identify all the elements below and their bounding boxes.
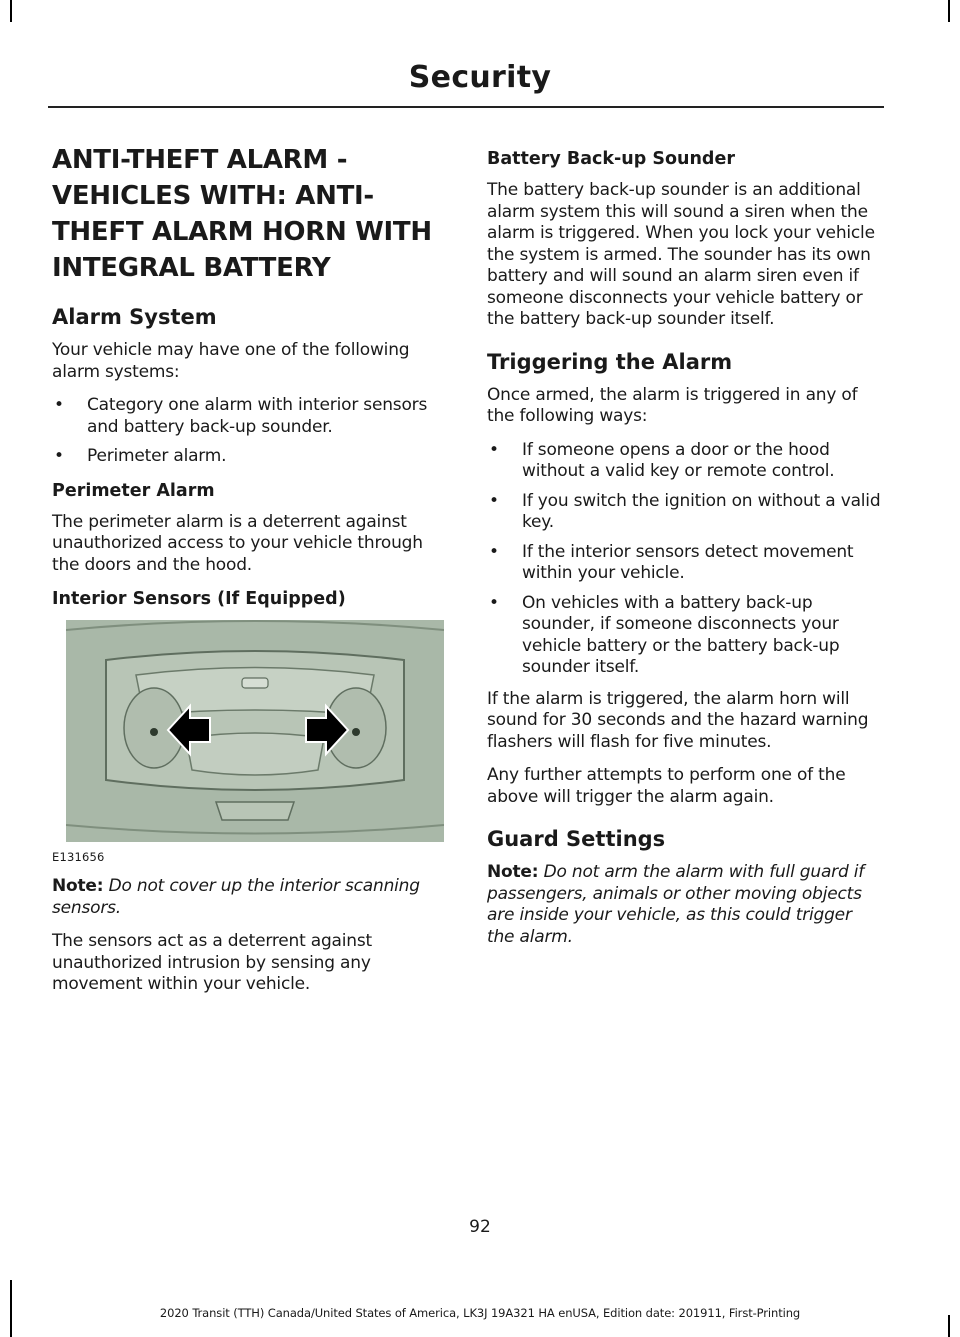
figure-id: E131656 bbox=[52, 850, 105, 864]
arrow-left-icon bbox=[166, 702, 212, 758]
list-item: • Perimeter alarm. bbox=[52, 446, 448, 468]
triggering-alarm-intro: Once armed, the alarm is triggered in any of the following ways: bbox=[487, 384, 858, 426]
perimeter-alarm-text: The perimeter alarm is a deterrent against unauthorized access to your vehicle through the doors and the hood. bbox=[52, 511, 423, 575]
footer-edition-text: 2020 Transit (TTH) Canada/United States of America, LK3J 19A321 HA enUSA, Edition date: 201911, First-Printing bbox=[159, 1306, 801, 1320]
note-label: Note: bbox=[487, 862, 539, 882]
battery-sounder-text: The battery back-up sounder is an additional alarm system this will sound a siren when the alarm is triggered. When you lock your vehicle the system is armed. The sounder has its own battery and will sound an alarm siren even if someone disconnects your vehicle battery or the battery back-up sounder itself. bbox=[487, 180, 875, 329]
page-number: 92 bbox=[469, 1217, 491, 1237]
overhead-console-illustration bbox=[66, 620, 444, 842]
guard-settings-heading: Guard Settings bbox=[487, 827, 666, 851]
alarm-system-list bbox=[52, 395, 448, 468]
battery-sounder-heading: Battery Back-up Sounder bbox=[487, 149, 735, 169]
note-label: Note: bbox=[52, 876, 104, 896]
triggering-alarm-list bbox=[487, 440, 883, 679]
guard-settings-note bbox=[487, 862, 883, 948]
list-item: • Category one alarm with interior sensors and battery back-up sounder. bbox=[52, 395, 448, 438]
alarm-system-intro: Your vehicle may have one of the following alarm systems: bbox=[52, 340, 410, 382]
interior-sensors-figure bbox=[66, 620, 444, 842]
crop-mark-top-right bbox=[948, 0, 950, 22]
left-column bbox=[52, 142, 448, 1008]
triggering-alarm-repeat: Any further attempts to perform one of the above will trigger the alarm again. bbox=[487, 765, 846, 807]
interior-sensors-text: The sensors act as a deterrent against unauthorized intrusion by sensing any movement within your vehicle. bbox=[52, 931, 372, 994]
list-item: • If you switch the ignition on without a valid key. bbox=[487, 491, 883, 534]
right-column bbox=[487, 142, 883, 960]
alarm-system-heading: Alarm System bbox=[52, 305, 217, 329]
crop-mark-top-left bbox=[10, 0, 12, 22]
list-item: • If someone opens a door or the hood without a valid key or remote control. bbox=[487, 440, 883, 483]
triggering-alarm-heading: Triggering the Alarm bbox=[487, 349, 733, 374]
note-text: Do not arm the alarm with full guard if passengers, animals or other moving objects are inside your vehicle, as this could trigger the alarm. bbox=[487, 862, 865, 947]
header-divider bbox=[48, 106, 884, 108]
list-item: • If the interior sensors detect movement within your vehicle. bbox=[487, 542, 883, 585]
page-header-title: Security bbox=[408, 60, 552, 95]
list-item: • On vehicles with a battery back-up sounder, if someone disconnects your vehicle battery or the battery back-up sounder itself. bbox=[487, 593, 883, 679]
arrow-right-icon bbox=[304, 702, 350, 758]
section-title: ANTI-THEFT ALARM - VEHICLES WITH: ANTI-THEFT ALARM HORN WITH INTEGRAL BATTERY bbox=[52, 145, 432, 283]
triggering-alarm-result: If the alarm is triggered, the alarm horn will sound for 30 seconds and the hazard warning flashers will flash for five minutes. bbox=[487, 688, 869, 752]
interior-sensors-heading: Interior Sensors (If Equipped) bbox=[52, 589, 346, 609]
perimeter-alarm-heading: Perimeter Alarm bbox=[52, 480, 215, 501]
note-text: Do not cover up the interior scanning sensors. bbox=[52, 876, 420, 918]
interior-sensors-note bbox=[52, 876, 448, 919]
